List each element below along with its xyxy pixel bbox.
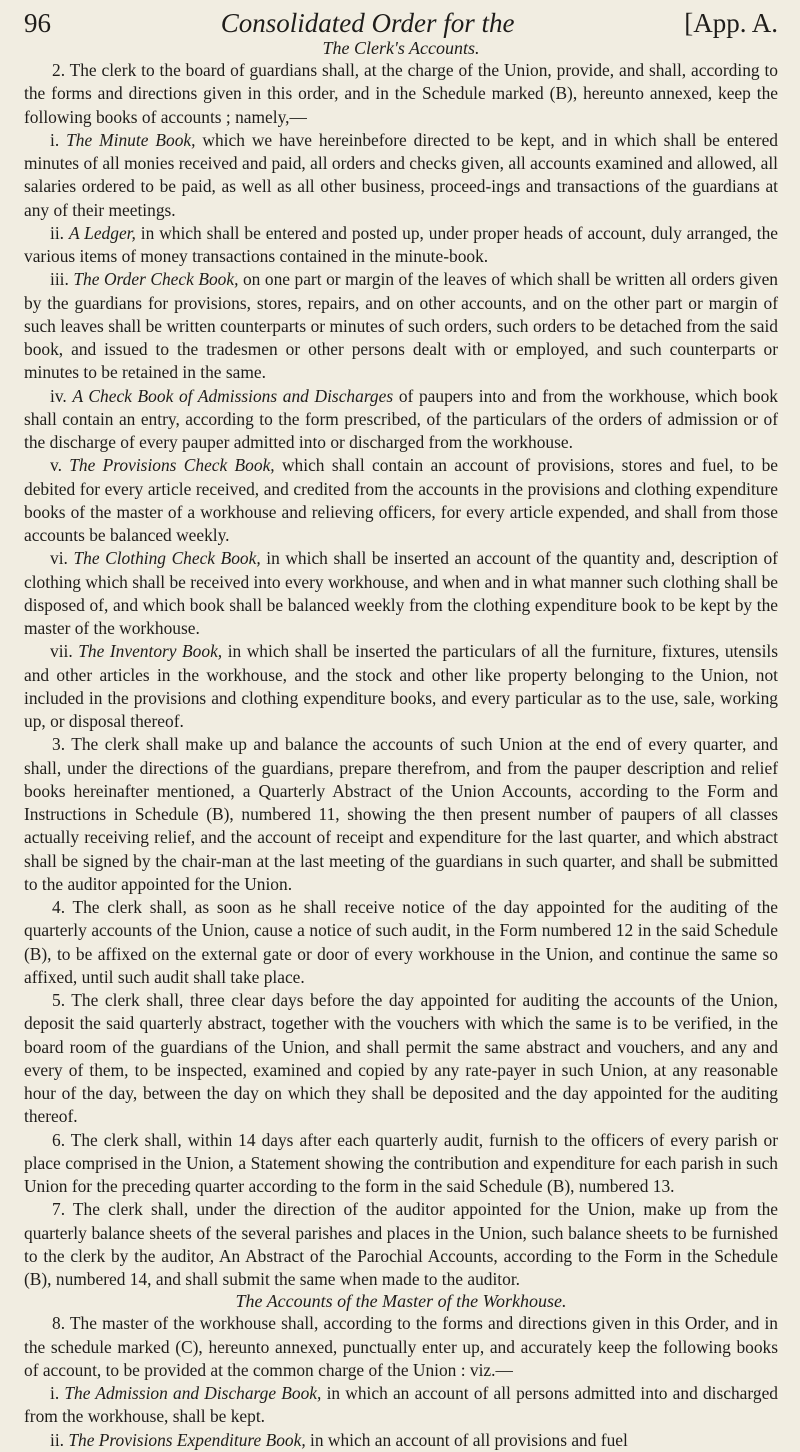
paragraph-text: on one part or margin of the leaves of which shall be written all orders given by the guardians for provisions, stores, repairs, and on other accounts, and on the other part or margin of such leaves shall be written counterparts or minutes of such orders, such orders to be detached from the said book, and issued to the tradesmen or other persons dealt with or employed, and such counterparts or minutes to be retained in the same. — [24, 269, 778, 383]
paragraph-text: 6. The clerk shall, within 14 days after each quarterly audit, furnish to the officers of every parish or place comprised in the Union, a Statement showing the contribution and expenditure for each parish in such Union for the preceding quarter according to the form in the said Schedule (B), numbered 13. — [24, 1129, 778, 1196]
paragraph-text: 5. The clerk shall, three clear days before the day appointed for auditing the accounts of the Union, deposit the said quarterly abstract, together with the vouchers with which the same is to be verified, in the board room of the guardians of the Union, and shall permit the same abstract and vouchers, and any and every of them, to be inspected, examined and copied by any rate-payer in such Union, at any reasonable hour of the day, between the day on which they shall be deposited and the day appointed for the auditing thereof. — [24, 990, 778, 1127]
appendix-label: [App. A. — [684, 8, 778, 38]
paragraph — [24, 896, 778, 989]
body-content — [24, 38, 778, 1452]
item-number: ii. — [50, 222, 65, 243]
paragraph — [24, 1312, 778, 1382]
item-number: i. — [50, 129, 60, 150]
book-title: A Ledger, — [68, 222, 136, 243]
sub-paragraph — [24, 268, 778, 384]
sub-paragraph — [24, 640, 778, 733]
item-number: iii. — [50, 269, 69, 290]
paragraph-text: 3. The clerk shall make up and balance the accounts of such Union at the end of every quarter, and shall, under the directions of the guardians, prepare therefrom, and from the pauper description and relief books hereinafter mentioned, a Quarterly Abstract of the Union Accounts, according to the Form and Instructions in Schedule (B), numbered 11, showing the then present number of paupers of all classes actually receiving relief, and the account of receipt and expenditure for the last quarter, and which abstract shall be signed by the chair-man at the last meeting of the guardians in such quarter, and shall be submitted to the auditor appointed for the Union. — [24, 734, 778, 894]
paragraph — [24, 1198, 778, 1291]
sub-paragraph — [24, 385, 778, 455]
book-title: The Minute Book, — [66, 129, 196, 150]
sub-paragraph — [24, 129, 778, 222]
book-title: The Provisions Expenditure Book, — [68, 1429, 306, 1450]
paragraph-text: 7. The clerk shall, under the direction of the auditor appointed for the Union, make up from the quarterly balance sheets of the several parishes and places in the Union, such balance sheets to be furnished to the clerk by the auditor, An Abstract of the Parochial Accounts, according to the Form in the Schedule (B), numbered 14, and shall submit the same when made to the auditor. — [24, 1199, 778, 1289]
sub-paragraph — [24, 454, 778, 547]
book-title: The Order Check Book, — [73, 269, 239, 290]
paragraph-text: 8. The master of the workhouse shall, according to the forms and directions given in this Order, and in the schedule marked (C), hereunto annexed, punctually enter up, and accurately keep the following books of account, to be provided at the common charge of the Union : viz.— — [24, 1313, 778, 1380]
paragraph-text: in which shall be inserted an account of the quantity and, description of clothing which shall be received into every workhouse, and when and in what manner such clothing shall be disposed of, and which book shall be balanced weekly from the clothing expenditure book to be kept by the master of the workhouse. — [24, 548, 778, 638]
item-number: i. — [50, 1383, 60, 1403]
running-title: Consolidated Order for the — [220, 8, 515, 38]
paragraph-text: 2. The clerk to the board of guardians shall, at the charge of the Union, provide, and shall, according to the forms and directions given in this order, and in the Schedule marked (B), hereunto annexed, keep the following books of accounts ; namely,— — [24, 60, 778, 127]
paragraph-text: which shall contain an account of provisions, stores and fuel, to be debited for every article received, and credited from the accounts in the provisions and clothing expenditure books of the master of a workhouse and relieving officers, for every article expended, and shall from those accounts be balanced weekly. — [24, 455, 778, 545]
paragraph-text: in which shall be inserted the particulars of all the furniture, fixtures, utensils and other articles in the workhouse, and the stock and other like property belonging to the Union, not included in the provisions and clothing expenditure books, and every particular as to the use, sale, working up, or disposal thereof. — [24, 641, 778, 731]
sub-paragraph — [24, 222, 778, 269]
paragraph — [24, 733, 778, 896]
paragraph-text: in which an account of all provisions and fuel — [310, 1429, 628, 1450]
book-title: The Clothing Check Book, — [73, 548, 261, 569]
paragraph — [24, 989, 778, 1129]
sub-paragraph — [24, 1382, 778, 1429]
page-number: 96 — [24, 8, 51, 38]
item-number: ii. — [50, 1429, 65, 1450]
item-number: vii. — [50, 641, 73, 662]
sub-paragraph — [24, 1429, 778, 1452]
item-number: vi. — [50, 548, 68, 569]
paragraph-text: in which an account of all persons admitted into and discharged from the workhouse, shall be kept. — [24, 1383, 778, 1427]
book-title: The Inventory Book, — [78, 641, 223, 662]
book-title: The Admission and Discharge Book, — [64, 1383, 322, 1403]
section-title: The Accounts of the Master of the Workhouse. — [235, 1291, 567, 1312]
book-title: A Check Book of Admissions and Discharges — [72, 385, 394, 406]
paragraph — [24, 1129, 778, 1199]
paragraph-text: which we have hereinbefore directed to be kept, and in which shall be entered minutes of all monies received and paid, all orders and checks given, all accounts examined and allowed, all salaries ordered to be paid, as well as all other business, proceed-ings and transactions of the guardians at any of their meetings. — [24, 129, 778, 220]
paragraph-text: 4. The clerk shall, as soon as he shall receive notice of the day appointed for the auditing of the quarterly accounts of the Union, cause a notice of such audit, in the Form numbered 12 in the said Schedule (B), to be affixed on the external gate or door of every workhouse in the Union, and continue the same so affixed, until such audit shall take place. — [24, 897, 778, 987]
paragraph-text: of paupers into and from the workhouse, which book shall contain an entry, according to the form prescribed, of the particulars of the orders of admission or of the discharge of every pauper admitted into or discharged from the workhouse. — [24, 385, 778, 452]
book-title: The Provisions Check Book, — [69, 455, 275, 476]
item-number: v. — [50, 455, 62, 476]
paragraph — [24, 59, 778, 129]
paragraph-text: in which shall be entered and posted up, under proper heads of account, duly arranged, the various items of money transactions contained in the minute-book. — [24, 222, 779, 266]
sub-paragraph — [24, 547, 778, 640]
item-number: iv. — [50, 385, 67, 406]
section-title: The Clerk's Accounts. — [322, 38, 480, 58]
running-head — [24, 8, 778, 38]
